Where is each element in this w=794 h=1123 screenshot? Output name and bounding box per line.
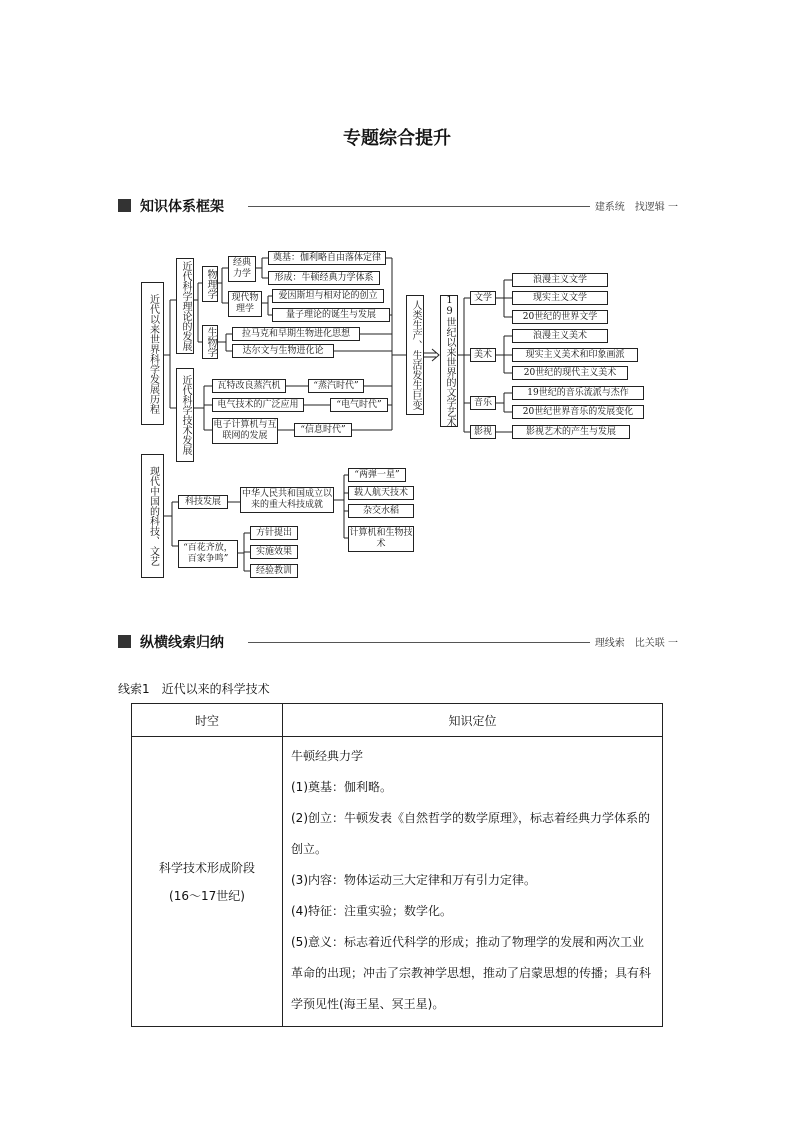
header-time: 时空	[132, 704, 283, 737]
section-tagline: 理线索 比关联 一	[594, 638, 678, 649]
sci-tech-development: 科技发展	[178, 495, 228, 509]
period-cell	[132, 737, 283, 1027]
hybrid-rice: 杂交水稻	[348, 504, 414, 518]
knowledge-line: (1)奠基：伽利略。	[291, 780, 392, 794]
watt-steam-engine: 瓦特改良蒸汽机	[212, 379, 286, 393]
realist-literature: 现实主义文学	[512, 291, 608, 305]
20c-music: 20世纪世界音乐的发展变化	[512, 405, 644, 419]
steam-age: “蒸汽时代”	[308, 379, 364, 393]
romantic-literature: 浪漫主义文学	[512, 273, 608, 287]
music: 音乐	[470, 396, 496, 410]
literature-art-since-19c: 19世纪以来世界的文学艺术	[440, 295, 458, 427]
romantic-art: 浪漫主义美术	[512, 329, 608, 343]
fine-arts: 美术	[470, 348, 496, 362]
physics: 物理学	[202, 266, 218, 302]
knowledge-line: (4)特征：注重实验；数学化。	[291, 904, 452, 918]
table-row	[132, 737, 663, 1027]
classical-formation: 形成：牛顿经典力学体系	[268, 271, 380, 285]
darwin: 达尔文与生物进化论	[232, 344, 334, 358]
section-square-icon	[118, 635, 131, 648]
computer-biotech: 计算机和生物技术	[348, 526, 414, 552]
section-divider	[248, 642, 590, 643]
lamarck: 拉马克和早期生物进化思想	[232, 327, 360, 341]
classical-mechanics: 经典力学	[228, 256, 256, 282]
quantum-theory: 量子理论的诞生与发展	[272, 308, 390, 322]
20c-literature: 20世纪的世界文学	[512, 310, 608, 324]
hundred-flowers-policy: “百花齐放，百家争鸣”	[178, 540, 238, 568]
knowledge-line: (3)内容：物体运动三大定律和万有引力定律。	[291, 873, 536, 887]
tech-development: 近代科学技术发展	[176, 368, 194, 462]
policy-proposed: 方针提出	[250, 526, 298, 540]
knowledge-line: 牛顿经典力学	[291, 749, 364, 763]
information-age: “信息时代”	[294, 423, 352, 437]
section-title: 纵横线索归纳	[140, 635, 224, 651]
section-header-clues	[118, 632, 678, 652]
theory-development: 近代科学理论的发展	[176, 258, 194, 354]
root-modern-china: 现代中国的科技、文艺	[141, 454, 164, 578]
modernist-art: 20世纪的现代主义美术	[512, 366, 628, 380]
section-title: 知识体系框架	[140, 199, 224, 215]
two-bombs-one-satellite: “两弹一星”	[348, 468, 406, 482]
modern-physics: 现代物理学	[228, 291, 262, 317]
lessons: 经验教训	[250, 564, 298, 578]
film: 影视	[470, 425, 496, 439]
header-knowledge: 知识定位	[283, 704, 663, 737]
relativity: 爱因斯坦与相对论的创立	[272, 289, 384, 303]
knowledge-line: (2)创立：牛顿发表《自然哲学的数学原理》，标志着经典力学体系的创立。	[291, 811, 651, 856]
knowledge-line: (5)意义：标志着近代科学的形成；推动了物理学的发展和两次工业革命的出现；冲击了宗教神学思想，推动了启蒙思想的传播；具有科学预见性(海王星、冥王星)。	[291, 935, 652, 1011]
prc-achievements: 中华人民共和国成立以来的重大科技成就	[240, 487, 334, 513]
knowledge-cell	[283, 737, 663, 1027]
section-tagline: 建系统 找逻辑 一	[594, 202, 678, 213]
period-name: 科学技术形成阶段	[158, 860, 255, 875]
table-header-row	[132, 704, 663, 737]
realist-impressionist: 现实主义美术和印象画派	[512, 348, 638, 362]
root-modern-world-science: 近代以来世界科学发展历程	[141, 282, 164, 425]
literature: 文学	[470, 291, 496, 305]
knowledge-table	[131, 703, 663, 1027]
electric-age: “电气时代”	[330, 398, 388, 412]
classical-foundation: 奠基：伽利略自由落体定律	[268, 251, 386, 265]
implementation-effect: 实施效果	[250, 545, 298, 559]
electric-tech: 电气技术的广泛应用	[212, 398, 304, 412]
19c-music: 19世纪的音乐流派与杰作	[512, 386, 644, 400]
computer-internet: 电子计算机与互联网的发展	[212, 418, 278, 444]
clue-title: 线索1 近代以来的科学技术	[118, 682, 270, 696]
biology: 生物学	[202, 325, 218, 359]
manned-spaceflight: 载人航天技术	[348, 486, 414, 500]
film-development: 影视艺术的产生与发展	[512, 425, 630, 439]
page-title: 专题综合提升	[343, 128, 451, 149]
life-changes: 人类生产、生活发生巨变	[406, 295, 424, 415]
period-range: (16～17世纪)	[169, 888, 245, 903]
